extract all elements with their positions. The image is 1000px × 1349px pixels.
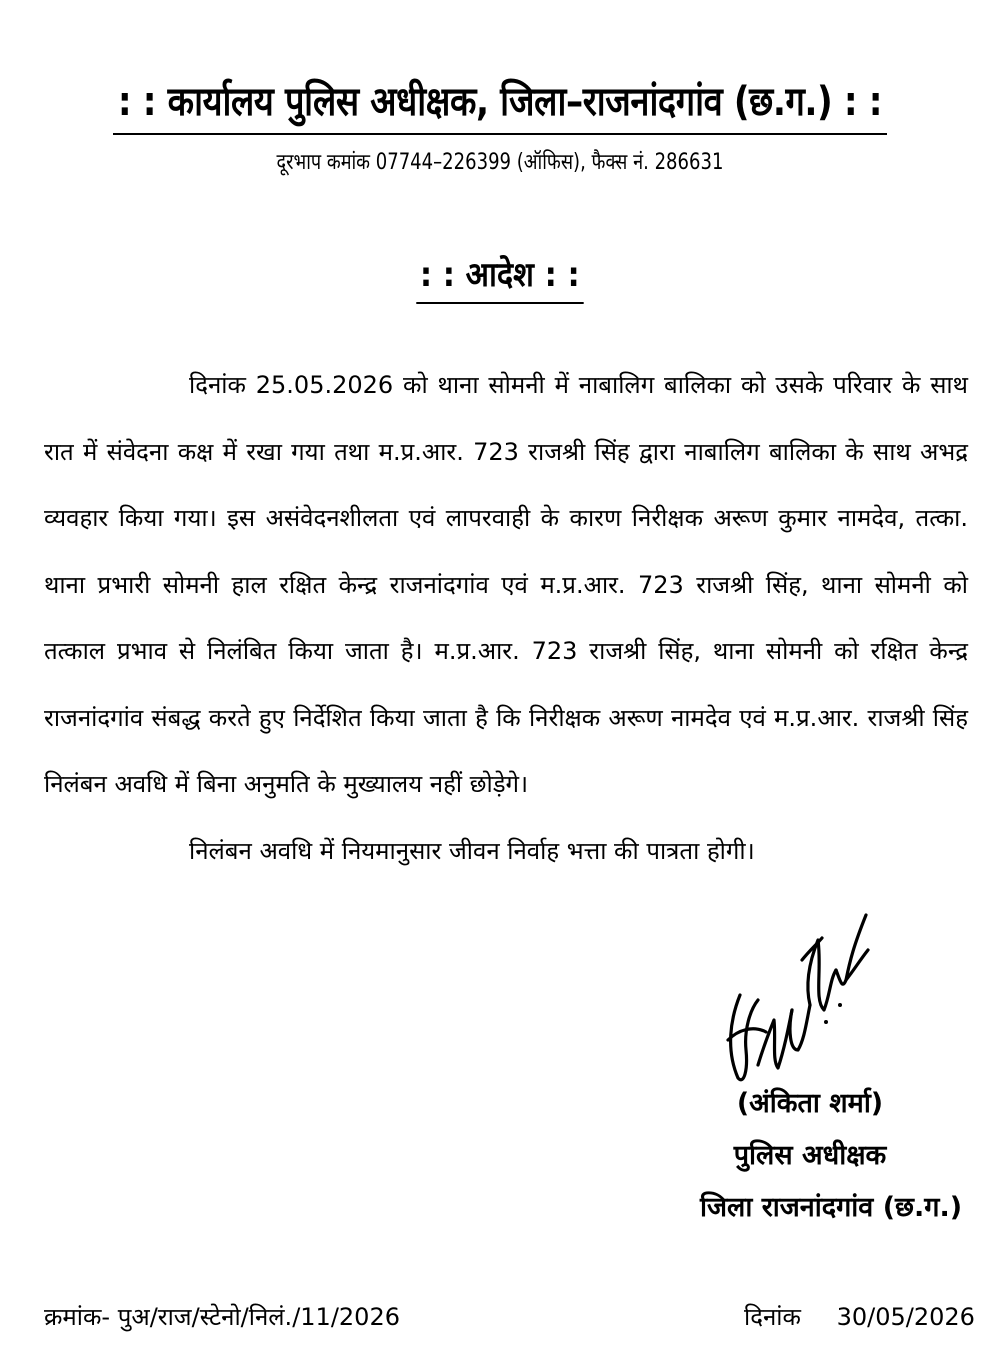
reference-number: क्रमांक- पुअ/राज/स्टेनो/निलं./11/2026 [44, 1303, 400, 1331]
handwritten-signature-icon [718, 900, 878, 1090]
signatory-district: जिला राजनांदगांव (छ.ग.) [700, 1192, 963, 1223]
order-heading-text: : : आदेश : : [416, 250, 583, 304]
order-paragraph-2: निलंबन अवधि में नियमानुसार जीवन निर्वाह भत्ता की पात्रता होगी। [189, 836, 755, 865]
order-paragraph-1: दिनांक 25.05.2026 को थाना सोमनी में नाबालिग बालिका को उसके परिवार के साथ रात में संवेदना कक्ष में रखा गया तथा म.प्र.आर. 723 राजश्री सिंह द्वारा नाबालिग बालिका के साथ अभद्र व्यवहार किया गया। इस असंवेदनशीलता एवं लापरवाही के कारण निरीक्षक अरूण कुमार नामदेव, तत्का. थाना प्रभारी सोमनी हाल रक्षित केन्द्र राजनांदगांव एवं म.प्र.आर. 723 राजश्री सिंह, थाना सोमनी को तत्काल प्रभाव से निलंबित किया जाता है। म.प्र.आर. 723 राजश्री सिंह, थाना सोमनी को रक्षित केन्द्र राजनांदगांव संबद्ध करते हुए निर्देशित किया जाता है कि निरीक्षक अरूण नामदेव एवं म.प्र.आर. राजश्री सिंह निलंबन अवधि में बिना अनुमति के मुख्यालय नहीं छोड़ेगे। [44, 371, 968, 798]
signatory-designation: पुलिस अधीक्षक [733, 1140, 887, 1171]
office-title [70, 72, 930, 135]
order-heading [0, 250, 1000, 304]
issue-date-value: 30/05/2026 [836, 1303, 975, 1331]
contact-line: दूरभाप कमांक 07744–226399 (ऑफिस), फैक्स नं. 286631 [276, 150, 724, 175]
signatory-block [660, 1078, 963, 1234]
office-title-text: : : कार्यालय पुलिस अधीक्षक, जिला–राजनांदगांव (छ.ग.) : : [113, 72, 887, 135]
signatory-name: (अंकिता शर्मा) [736, 1088, 884, 1119]
issue-date [744, 1300, 975, 1333]
order-body [44, 352, 968, 884]
issue-date-label: दिनांक [744, 1303, 801, 1331]
